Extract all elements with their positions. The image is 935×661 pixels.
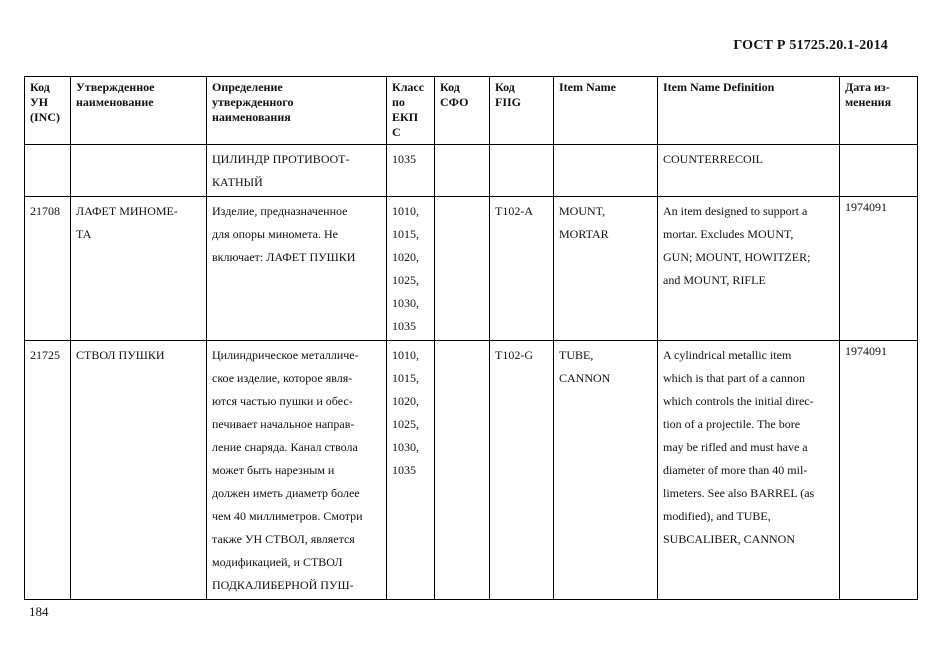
header-line: (INC) <box>30 110 60 124</box>
cell-line: Изделие, предназначенное <box>212 204 348 218</box>
table-row <box>25 341 918 600</box>
cell-line: также УН СТВОЛ, является <box>212 532 355 546</box>
table-body <box>25 145 918 600</box>
header-line: наименования <box>212 110 291 124</box>
header-line: С <box>392 125 401 139</box>
cell-line: чем 40 миллиметров. Смотри <box>212 509 363 523</box>
table-row <box>25 197 918 341</box>
sfo-cell <box>435 197 490 341</box>
header-line: FIIG <box>495 95 522 109</box>
cell-line: 1030, <box>392 296 419 310</box>
cell-line: должен иметь диаметр более <box>212 486 360 500</box>
header-line: по <box>392 95 405 109</box>
catalog-table <box>24 76 918 600</box>
cell-line: может быть нарезным и <box>212 463 335 477</box>
header-line: Утвержденное <box>76 80 155 94</box>
col-approved-name-header <box>71 77 207 145</box>
inc-cell <box>25 145 71 197</box>
cell-line: 1020, <box>392 394 419 408</box>
inc-cell <box>25 197 71 341</box>
cell-line: 1030, <box>392 440 419 454</box>
cell-line: ПОДКАЛИБЕРНОЙ ПУШ- <box>212 578 354 592</box>
class-cell <box>387 341 435 600</box>
change-date-cell <box>840 197 918 341</box>
col-sfo-header <box>435 77 490 145</box>
inc-cell <box>25 341 71 600</box>
sfo-cell <box>435 145 490 197</box>
cell-line: ское изделие, которое явля- <box>212 371 353 385</box>
header-line: Код <box>495 80 515 94</box>
definition-cell <box>207 341 387 600</box>
cell-line: 1010, <box>392 204 419 218</box>
item-name-cell <box>554 145 658 197</box>
cell-line: ются частью пушки и обес- <box>212 394 353 408</box>
cell-line: ТА <box>76 227 92 241</box>
cell-line: включает: ЛАФЕТ ПУШКИ <box>212 250 356 264</box>
cell-line: TUBE, <box>559 348 594 362</box>
fiig-cell <box>490 341 554 600</box>
cell-line: An item designed to support a <box>663 204 808 218</box>
table-row <box>25 145 918 197</box>
fiig-cell <box>490 197 554 341</box>
cell-value: T102-G <box>495 348 533 362</box>
cell-line: 1025, <box>392 417 419 431</box>
cell-line: ЛАФЕТ МИНОМЕ- <box>76 204 178 218</box>
cell-line: mortar. Excludes MOUNT, <box>663 227 794 241</box>
class-cell <box>387 197 435 341</box>
class-cell <box>387 145 435 197</box>
item-name-definition-cell <box>658 145 840 197</box>
cell-line: which controls the initial direc- <box>663 394 814 408</box>
cell-line: COUNTERRECOIL <box>663 152 763 166</box>
change-date-cell <box>840 341 918 600</box>
cell-line: 1015, <box>392 371 419 385</box>
cell-line: which is that part of a cannon <box>663 371 805 385</box>
cell-line: CANNON <box>559 371 611 385</box>
cell-line: A cylindrical metallic item <box>663 348 792 362</box>
col-inc-header <box>25 77 71 145</box>
cell-line: ЦИЛИНДР ПРОТИВООТ- <box>212 152 350 166</box>
item-name-definition-cell <box>658 197 840 341</box>
approved-name-cell <box>71 341 207 600</box>
col-class-header <box>387 77 435 145</box>
header-line: Класс <box>392 80 425 94</box>
item-name-cell <box>554 341 658 600</box>
cell-line: для опоры миномета. Не <box>212 227 338 241</box>
cell-line: MOUNT, <box>559 204 606 218</box>
cell-line: 1015, <box>392 227 419 241</box>
cell-value: 21708 <box>30 204 60 218</box>
cell-line: 1020, <box>392 250 419 264</box>
header-line: Определение <box>212 80 283 94</box>
cell-line: GUN; MOUNT, HOWITZER; <box>663 250 811 264</box>
cell-line: diameter of more than 40 mil- <box>663 463 808 477</box>
col-item-name-header <box>554 77 658 145</box>
cell-line: 1035 <box>392 319 416 333</box>
cell-value: T102-A <box>495 204 533 218</box>
cell-line: Цилиндрическое металличе- <box>212 348 359 362</box>
header-line: менения <box>845 95 892 109</box>
document-title: ГОСТ Р 51725.20.1-2014 <box>733 38 888 53</box>
col-fiig-header <box>490 77 554 145</box>
change-date-cell <box>840 145 918 197</box>
approved-name-cell <box>71 145 207 197</box>
cell-line: tion of a projectile. The bore <box>663 417 801 431</box>
cell-line: may be rifled and must have a <box>663 440 808 454</box>
cell-line: ление снаряда. Канал ствола <box>212 440 358 454</box>
header-line: Код <box>440 80 460 94</box>
cell-line: печивает начальное направ- <box>212 417 355 431</box>
header-line: Дата из- <box>845 80 890 94</box>
page-number: 184 <box>29 604 49 619</box>
cell-line: 1035 <box>392 152 416 166</box>
cell-value: 1974091 <box>845 200 887 214</box>
header-line: Item Name <box>559 80 616 94</box>
cell-line: 1035 <box>392 463 416 477</box>
cell-line: 1025, <box>392 273 419 287</box>
cell-line: SUBCALIBER, CANNON <box>663 532 796 546</box>
header-line: Код <box>30 80 50 94</box>
cell-value: 1974091 <box>845 344 887 358</box>
item-name-cell <box>554 197 658 341</box>
definition-cell <box>207 145 387 197</box>
approved-name-cell <box>71 197 207 341</box>
header-row <box>25 77 918 145</box>
definition-cell <box>207 197 387 341</box>
cell-line: КАТНЫЙ <box>212 175 263 189</box>
col-item-name-definition-header <box>658 77 840 145</box>
cell-line: модификацией, и СТВОЛ <box>212 555 343 569</box>
item-name-definition-cell <box>658 341 840 600</box>
cell-line: 1010, <box>392 348 419 362</box>
cell-value: 21725 <box>30 348 60 362</box>
cell-line: СТВОЛ ПУШКИ <box>76 348 165 362</box>
sfo-cell <box>435 341 490 600</box>
header-line: Item Name Definition <box>663 80 775 94</box>
header-line: ЕКП <box>392 110 419 124</box>
cell-line: and MOUNT, RIFLE <box>663 273 766 287</box>
fiig-cell <box>490 145 554 197</box>
header-line: УН <box>30 95 49 109</box>
cell-line: modified), and TUBE, <box>663 509 771 523</box>
header-line: наименование <box>76 95 154 109</box>
header-line: утвержденного <box>212 95 294 109</box>
col-definition-header <box>207 77 387 145</box>
col-change-date-header <box>840 77 918 145</box>
cell-line: MORTAR <box>559 227 609 241</box>
header-line: СФО <box>440 95 469 109</box>
cell-line: limeters. See also BARREL (as <box>663 486 815 500</box>
